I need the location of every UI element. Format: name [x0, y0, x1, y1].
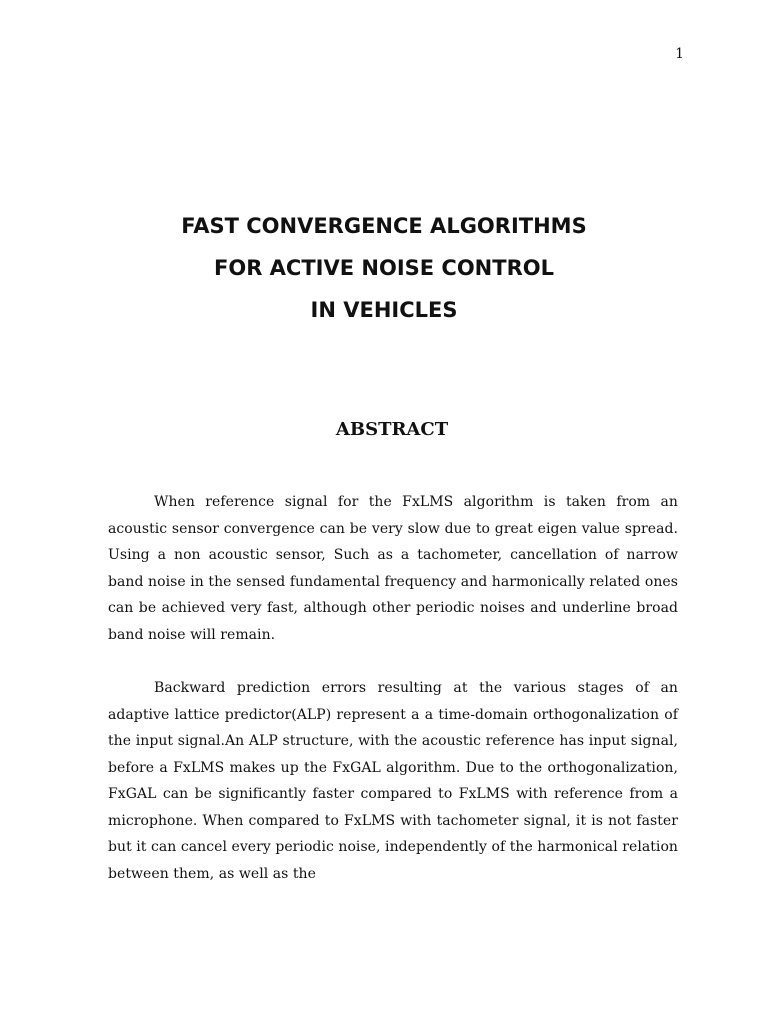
paper-title [0, 205, 768, 331]
title-line-1: FAST CONVERGENCE ALGORITHMS [181, 214, 587, 238]
title-line-2: FOR ACTIVE NOISE CONTROL [214, 256, 554, 280]
abstract-heading: ABSTRACT [335, 419, 449, 440]
page-number: 1 [675, 46, 684, 62]
abstract-paragraph-1: When reference signal for the FxLMS algorithm is taken from an acoustic sensor convergence can be very slow due to great eigen value spread. Using a non acoustic sensor, Such as a tachometer, cancellation of narrow band noise in the sensed fundamental frequency and harmonically related ones can be achieved very fast, although other periodic noises and underline broad band noise will remain. [108, 494, 678, 643]
title-line-3: IN VEHICLES [310, 298, 458, 322]
abstract-paragraph-2: Backward prediction errors resulting at the various stages of an adaptive lattice predictor(ALP) represent a a time-domain orthogonalization of the input signal.An ALP structure, with the acoustic reference has input signal, before a FxLMS makes up the FxGAL algorithm. Due to the orthogonalization, FxGAL can be significantly faster compared to FxLMS with reference from a microphone. When compared to FxLMS with tachometer signal, it is not faster but it can cancel every periodic noise, independently of the harmonical relation between them, as well as the [108, 680, 678, 882]
